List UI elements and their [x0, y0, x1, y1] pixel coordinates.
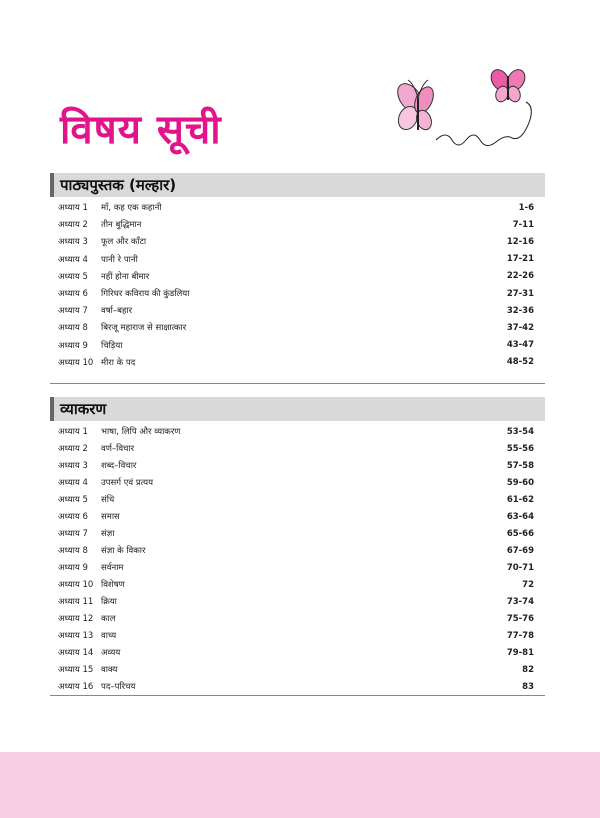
page-range: 1-6 — [518, 202, 534, 213]
toc-row[interactable] — [58, 319, 534, 336]
toc-row[interactable] — [58, 491, 534, 508]
toc-row[interactable] — [58, 233, 534, 250]
chapter-title: काल — [101, 614, 116, 624]
chapter-number: अध्याय 1 — [58, 203, 88, 214]
toc-row[interactable] — [58, 661, 534, 678]
footer-band — [0, 752, 600, 818]
toc-row[interactable] — [58, 302, 534, 319]
chapter-number: अध्याय 13 — [58, 631, 94, 641]
page-range: 27-31 — [506, 288, 534, 299]
page-range: 72 — [522, 579, 534, 590]
chapter-number: अध्याय 9 — [58, 340, 88, 351]
chapter-title: अव्यय — [101, 648, 121, 658]
toc-list-grammar — [58, 423, 534, 695]
section-heading-textbook: पाठ्यपुस्तक (मल्हार) — [50, 173, 545, 197]
page-range: 75-76 — [506, 613, 534, 624]
toc-list-textbook — [58, 199, 534, 371]
page-range: 32-36 — [506, 305, 534, 316]
page-title: विषय सूची — [60, 107, 222, 153]
toc-row[interactable] — [58, 627, 534, 644]
toc-row[interactable] — [58, 440, 534, 457]
chapter-title: क्रिया — [101, 597, 117, 607]
chapter-number: अध्याय 3 — [58, 461, 88, 471]
page-range: 70-71 — [506, 562, 534, 573]
chapter-title: संज्ञा के विकार — [101, 546, 146, 556]
chapter-number: अध्याय 6 — [58, 512, 88, 522]
toc-row[interactable] — [58, 354, 534, 371]
chapter-number: अध्याय 7 — [58, 306, 88, 317]
chapter-number: अध्याय 5 — [58, 495, 88, 505]
chapter-title: विशेषण — [101, 580, 125, 590]
chapter-title: नहीं होना बीमार — [101, 271, 150, 282]
page-range: 77-78 — [506, 630, 534, 641]
chapter-number: अध्याय 16 — [58, 682, 94, 692]
toc-row[interactable] — [58, 610, 534, 627]
toc-row[interactable] — [58, 576, 534, 593]
toc-row[interactable] — [58, 199, 534, 216]
section-heading-grammar: व्याकरण — [50, 397, 545, 421]
chapter-title: पद–परिचय — [101, 682, 136, 692]
chapter-title: वाच्य — [101, 631, 117, 641]
toc-row[interactable] — [58, 285, 534, 302]
toc-row[interactable] — [58, 542, 534, 559]
chapter-number: अध्याय 7 — [58, 529, 88, 539]
page-range: 61-62 — [506, 494, 534, 505]
chapter-number: अध्याय 6 — [58, 289, 88, 300]
chapter-title: तीन बुद्धिमान — [101, 220, 142, 231]
chapter-title: मीरा के पद — [101, 357, 136, 368]
chapter-number: अध्याय 15 — [58, 665, 94, 675]
page-range: 7-11 — [512, 219, 534, 230]
toc-row[interactable] — [58, 593, 534, 610]
chapter-number: अध्याय 14 — [58, 648, 94, 658]
page-range: 59-60 — [506, 477, 534, 488]
chapter-title: पानी रे पानी — [101, 254, 138, 265]
chapter-title: उपसर्ग एवं प्रत्यय — [101, 478, 154, 488]
page-range: 37-42 — [506, 322, 534, 333]
chapter-number: अध्याय 1 — [58, 427, 88, 437]
page-range: 67-69 — [506, 545, 534, 556]
page-range: 53-54 — [506, 426, 534, 437]
toc-row[interactable] — [58, 525, 534, 542]
toc-row[interactable] — [58, 559, 534, 576]
page-range: 57-58 — [506, 460, 534, 471]
toc-row[interactable] — [58, 423, 534, 440]
chapter-number: अध्याय 12 — [58, 614, 94, 624]
chapter-title: वर्ण–विचार — [101, 444, 135, 454]
divider — [50, 383, 545, 384]
toc-row[interactable] — [58, 457, 534, 474]
page-range: 82 — [522, 664, 534, 675]
page-range: 55-56 — [506, 443, 534, 454]
chapter-number: अध्याय 8 — [58, 546, 88, 556]
chapter-title: सर्वनाम — [101, 563, 124, 573]
divider — [50, 695, 545, 696]
chapter-title: बिरजू महाराज से साक्षात्कार — [101, 323, 187, 334]
page-range: 22-26 — [506, 271, 534, 282]
chapter-title: चिड़िया — [101, 340, 123, 351]
chapter-number: अध्याय 3 — [58, 237, 88, 248]
toc-row[interactable] — [58, 216, 534, 233]
chapter-number: अध्याय 2 — [58, 220, 88, 231]
chapter-number: अध्याय 11 — [58, 597, 94, 607]
page-range: 83 — [522, 681, 534, 692]
chapter-title: संधि — [101, 495, 115, 505]
chapter-title: माँ, कह एक कहानी — [101, 203, 162, 214]
chapter-title: वाक्य — [101, 665, 118, 675]
chapter-number: अध्याय 4 — [58, 478, 88, 488]
chapter-title: गिरिधर कविराय की कुंडलिया — [101, 289, 190, 300]
toc-row[interactable] — [58, 337, 534, 354]
chapter-number: अध्याय 10 — [58, 357, 94, 368]
chapter-number: अध्याय 9 — [58, 563, 88, 573]
chapter-title: भाषा, लिपि और व्याकरण — [101, 427, 181, 437]
toc-row[interactable] — [58, 644, 534, 661]
toc-row[interactable] — [58, 508, 534, 525]
chapter-number: अध्याय 4 — [58, 254, 88, 265]
page-range: 48-52 — [506, 357, 534, 368]
page-range: 79-81 — [506, 647, 534, 658]
page-range: 63-64 — [506, 511, 534, 522]
chapter-number: अध्याय 8 — [58, 323, 88, 334]
page-range: 12-16 — [506, 236, 534, 247]
chapter-number: अध्याय 10 — [58, 580, 94, 590]
toc-row[interactable] — [58, 678, 534, 695]
chapter-title: वर्षा–बहार — [101, 306, 133, 317]
page-range: 73-74 — [506, 596, 534, 607]
page-range: 17-21 — [506, 254, 534, 265]
chapter-number: अध्याय 2 — [58, 444, 88, 454]
chapter-title: संज्ञा — [101, 529, 115, 539]
chapter-title: फूल और काँटा — [101, 237, 147, 248]
toc-row[interactable] — [58, 251, 534, 268]
butterflies-icon — [388, 62, 548, 158]
chapter-title: समास — [101, 512, 120, 522]
toc-row[interactable] — [58, 474, 534, 491]
page-range: 43-47 — [506, 340, 534, 351]
page-range: 65-66 — [506, 528, 534, 539]
chapter-number: अध्याय 5 — [58, 271, 88, 282]
chapter-title: शब्द–विचार — [101, 461, 137, 471]
toc-row[interactable] — [58, 268, 534, 285]
